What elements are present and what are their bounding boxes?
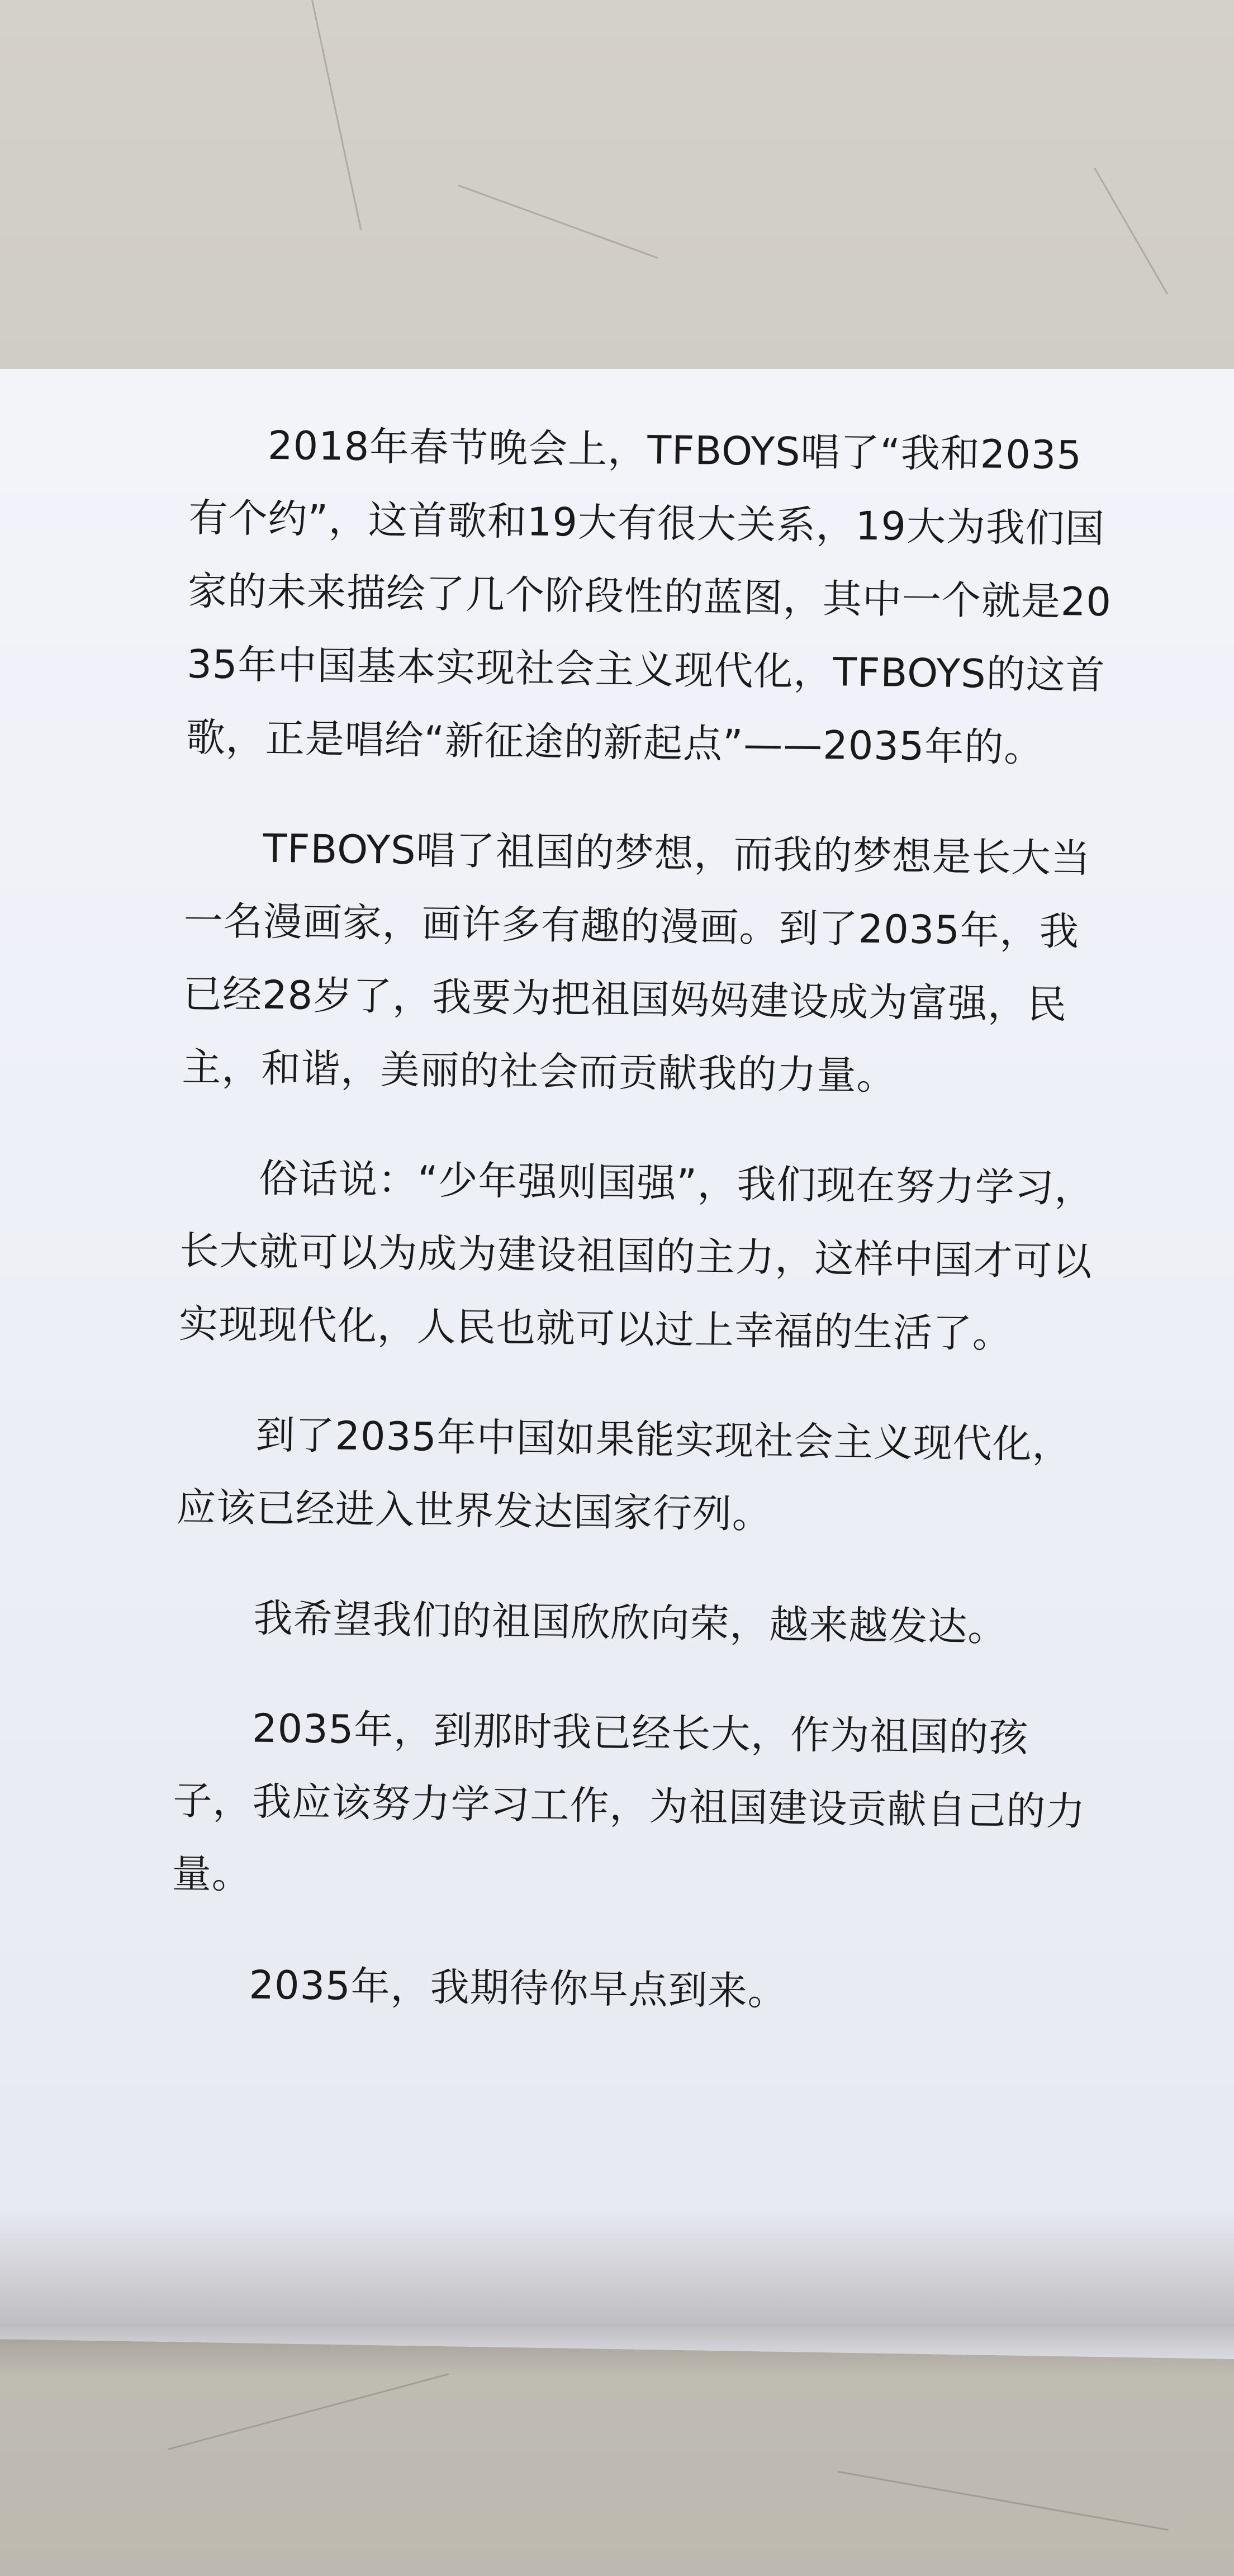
floor-crack <box>311 0 362 230</box>
essay-paragraph: 到了2035年中国如果能实现社会主义现代化，应该已经进入世界发达国家行列。 <box>176 1412 1072 1537</box>
essay-paragraph: 2035年，到那时我已经长大，作为祖国的孩子，我应该努力学习工作，为祖国建设贡献自己的力量。 <box>172 1705 1086 1898</box>
essay-paragraph: 2035年，我期待你早点到来。 <box>249 1962 788 2015</box>
essay-paragraph: 俗话说：“少年强则国强”，我们现在努力学习，长大就可以为成为建设祖国的主力，这样中国才可以实现现代化，人民也就可以过上幸福的生活了。 <box>178 1155 1095 1357</box>
floor-crack <box>1094 168 1168 295</box>
essay-paragraph: TFBOYS唱了祖国的梦想，而我的梦想是长大当一名漫画家，画许多有趣的漫画。到了2035年，我已经28岁了，我要为把祖国妈妈建设成为富强，民主，和谐，美丽的社会而贡献我的力量。 <box>182 825 1091 1099</box>
floor-crack <box>838 2471 1168 2531</box>
essay-text <box>170 408 1118 2069</box>
floor-crack <box>458 184 658 259</box>
essay-paragraph: 我希望我们的祖国欣欣向荣，越来越发达。 <box>253 1595 1008 1651</box>
floor-crack <box>168 2373 449 2450</box>
essay-paragraph: 2018年春节晚会上，TFBOYS唱了“我和2035有个约”，这首歌和19大有很大关系，19大为我们国家的未来描绘了几个阶段性的蓝图，其中一个就是2035年中国基本实现社会主义现代化，TFBOYS的这首歌，正是唱给“新征途的新起点”——2035年的。 <box>186 422 1112 771</box>
